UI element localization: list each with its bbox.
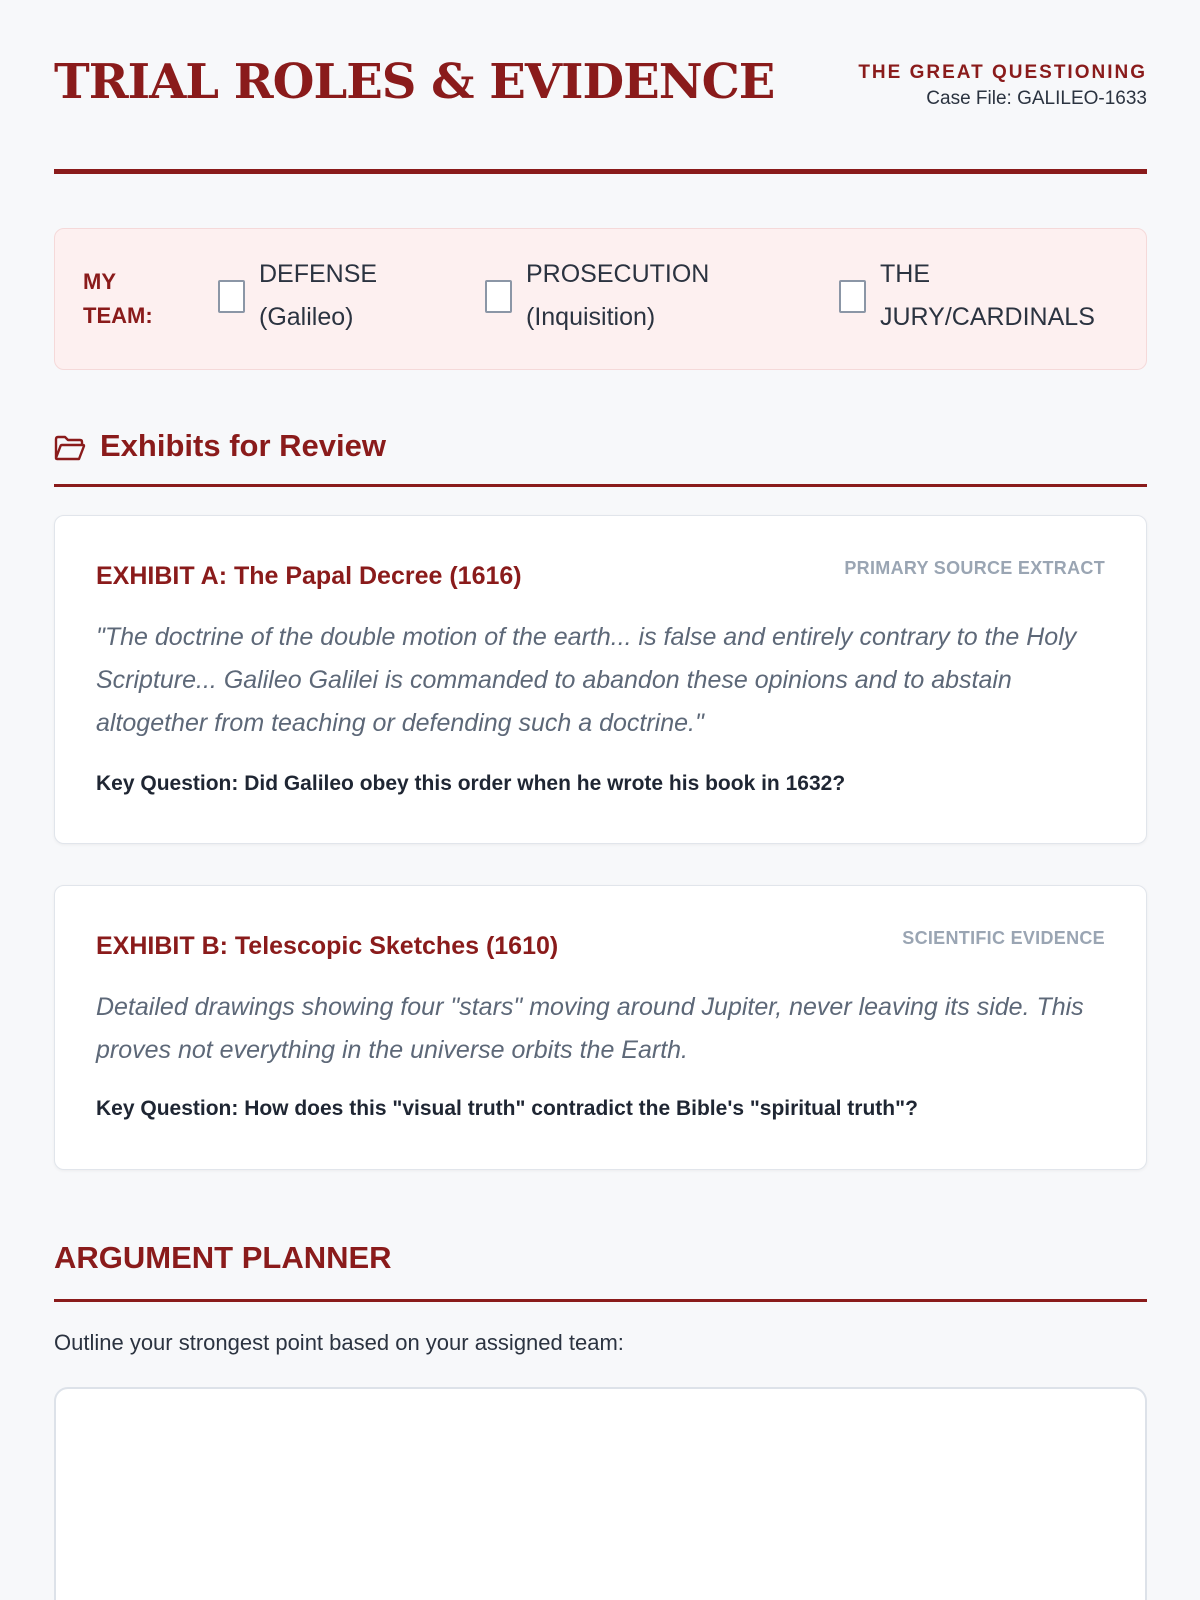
page-header <box>54 0 1147 174</box>
defense-checkbox[interactable] <box>218 280 245 313</box>
exhibit-quote: Detailed drawings showing four "stars" moving around Jupiter, never leaving its side. This proves not everything in the universe orbits the Earth. <box>96 993 1084 1064</box>
exhibit-tag: SCIENTIFIC EVIDENCE <box>902 928 1105 948</box>
argument-textarea[interactable] <box>54 1387 1147 1600</box>
team-selector <box>54 228 1147 370</box>
jury-checkbox[interactable] <box>839 280 866 313</box>
exhibit-title: EXHIBIT B: Telescopic Sketches (1610) <box>96 932 559 960</box>
header-meta <box>858 62 1147 110</box>
exhibit-title: EXHIBIT A: The Papal Decree (1616) <box>96 562 522 590</box>
key-question: Key Question: How does this "visual truth" contradict the Bible's "spiritual truth"? <box>96 1097 918 1120</box>
team-option-label: THE JURY/CARDINALS <box>880 260 1095 331</box>
team-option-defense[interactable] <box>218 253 377 339</box>
exhibit-quote: "The doctrine of the double motion of the earth... is false and entirely contrary to the Holy Scripture... Galileo Galilei is commanded to abandon these opinions and to abstain altogether from teaching or defending such a doctrine." <box>96 623 1077 737</box>
planner-title: ARGUMENT PLANNER <box>54 1240 392 1275</box>
exhibit-card-b <box>54 885 1147 1170</box>
page-title: TRIAL ROLES & EVIDENCE <box>54 54 775 110</box>
team-label: MY TEAM: <box>83 269 153 328</box>
team-option-label: PROSECUTION (Inquisition) <box>526 260 710 331</box>
folder-open-icon <box>54 435 86 461</box>
exhibit-card-a <box>54 515 1147 844</box>
prosecution-checkbox[interactable] <box>485 280 512 313</box>
team-option-label: DEFENSE (Galileo) <box>259 260 378 331</box>
team-option-jury[interactable] <box>839 253 1095 339</box>
unit-eyebrow: THE GREAT QUESTIONING <box>858 62 1147 83</box>
exhibits-section-header <box>54 424 1147 487</box>
worksheet-page <box>54 0 1147 1355</box>
planner-section-header <box>54 1236 1147 1302</box>
exhibit-tag: PRIMARY SOURCE EXTRACT <box>844 558 1105 578</box>
key-question: Key Question: Did Galileo obey this order when he wrote his book in 1632? <box>96 772 846 795</box>
team-option-prosecution[interactable] <box>485 253 709 339</box>
planner-instructions: Outline your strongest point based on your assigned team: <box>54 1330 624 1355</box>
case-file-label: Case File: GALILEO-1633 <box>926 88 1147 109</box>
exhibits-title: Exhibits for Review <box>100 428 386 463</box>
